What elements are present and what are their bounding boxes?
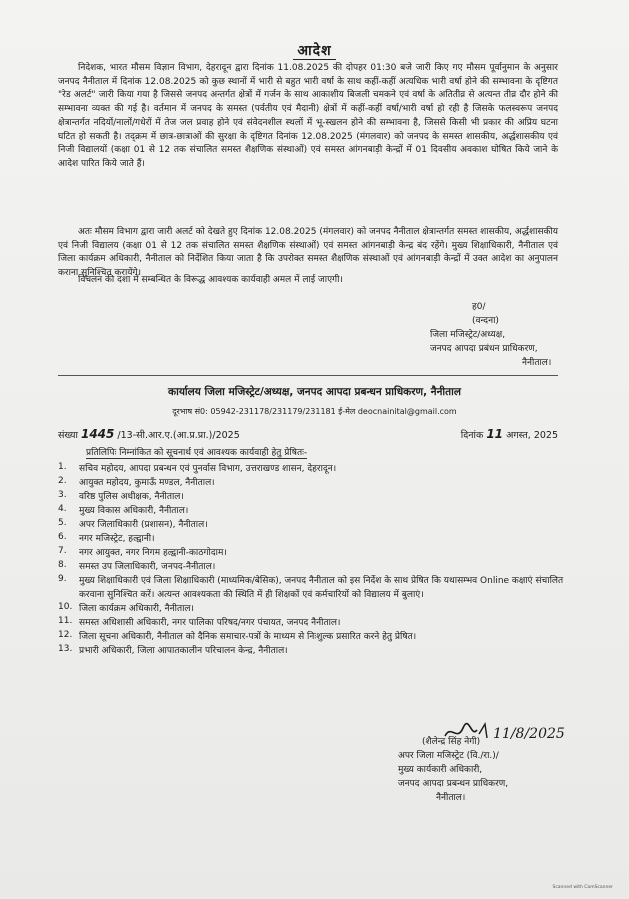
list-item [58,644,588,658]
item-number: 2. [58,476,67,486]
list-item [58,476,588,490]
item-number: 9. [58,574,67,584]
signatory-designation-1: जिला मजिस्ट्रेट/अध्यक्ष, [430,330,506,340]
item-number: 12. [58,630,73,640]
paragraph-1 [58,62,558,172]
signature-block-dm [430,300,600,370]
reference-prefix: संख्या [58,430,78,441]
handwritten-date: 11/8/2025 [493,726,565,742]
signatory-designation-3: नैनीताल। [522,358,552,368]
item-number: 3. [58,490,67,500]
item-text: मुख्य विकास अधिकारी, नैनीताल। [79,506,189,516]
signatory-2-designation-4: नैनीताल। [436,793,466,803]
date-rest: अगस्त, 2025 [506,430,558,441]
paragraph-2-text: अतः मौसम विभाग द्वारा जारी अलर्ट को देखते हुए दिनांक 12.08.2025 (मंगलवार) को जनपद नैनीताल क्षेत्रान्तर्गत समस्त शासकीय, अर्द्धशासकीय एवं निजी विद्यालय (कक्षा 01 से 12 तक संचालित समस्त शैक्षणिक संस्थाओं) एवं समस्त आंगनबाड़ी केन्द्र बंद रहेंगे। मुख्य शिक्षाधिकारी, नैनीताल एवं जिला कार्यक्रम अधिकारी, नैनीताल को निर्देशित किया जाता है कि उपरोक्त समस्त शैक्षणिक संस्थाओं एवं आंगनबाड़ी केन्द्रों में उक्त आदेश का अनुपालन कराना सुनिश्चित करायेंगे। [58,227,558,279]
recipient-list [58,462,588,658]
item-text: जिला कार्यक्रम अधिकारी, नैनीताल। [79,604,194,614]
copy-heading-text: प्रतिलिपिः निम्नांकित को सूचनार्थ एवं आवश्यक कार्यवाही हेतु प्रेषितः- [86,448,308,458]
list-item [58,602,588,616]
paragraph-3 [58,274,558,288]
item-number: 1. [58,462,67,472]
list-item [58,490,588,504]
list-item [58,616,588,630]
item-number: 7. [58,546,67,556]
item-text: सचिव महोदय, आपदा प्रबन्धन एवं पुनर्वास विभाग, उत्तराखण्ड शासन, देहरादून। [79,464,337,474]
list-item [58,560,588,574]
item-text: अपर जिलाधिकारी (प्रशासन), नैनीताल। [79,520,208,530]
list-item [58,518,588,532]
list-item [58,546,588,560]
list-item [58,504,588,518]
separator-line [58,375,558,376]
item-number: 4. [58,504,67,514]
signature-initial: ह0/ [472,302,486,312]
item-text: वरिष्ठ पुलिस अधीक्षक, नैनीताल। [79,492,184,502]
order-title-text: आदेश [293,43,335,60]
item-number: 8. [58,560,67,570]
signatory-2-designation-2: मुख्य कार्यकारी अधिकारी, [398,765,483,775]
item-text: आयुक्त महोदय, कुमाऊँ मण्डल, नैनीताल। [79,478,215,488]
item-number: 5. [58,518,67,528]
item-number: 10. [58,602,73,612]
item-text: प्रभारी अधिकारी, जिला आपातकालीन परिचालन केन्द्र, नैनीताल। [79,646,288,656]
item-text: जिला सूचना अधिकारी, नैनीताल को दैनिक समाचार-पत्रों के माध्यम से निःशुल्क प्रसारित करने हेतु प्रेषित। [79,632,417,642]
item-number: 11. [58,616,73,626]
date-prefix: दिनांक [460,430,484,441]
item-text: समस्त उप जिलाधिकारी, जनपद-नैनीताल। [79,562,216,572]
item-text: मुख्य शिक्षाधिकारी एवं जिला शिक्षाधिकारी (माध्यमिक/बेसिक), जनपद नैनीताल को इस निर्देश के साथ प्रेषित कि यथासम्भव Online कक्षाएं संचालित करवाना सुनिश्चित करें। अत्यन्त आवश्यकता की स्थिति में ही शिक्षकों एवं कर्मचारियों को विद्यालय में बुलाएं। [79,576,564,600]
item-text: समस्त अधिशासी अधिकारी, नगर पालिका परिषद/नगर पंचायत, जनपद नैनीताल। [79,618,341,628]
copy-heading [86,445,556,458]
list-item [58,630,588,644]
paragraph-2 [58,226,558,281]
signatory-designation-2: जनपद आपदा प्रबंधन प्राधिकरण, [430,344,538,354]
date-day: 11 [486,427,504,441]
office-heading: कार्यालय जिला मजिस्ट्रेट/अध्यक्ष, जनपद आपदा प्रबन्धन प्राधिकरण, नैनीताल [168,386,461,398]
scanner-watermark: Scanned with CamScanner [552,885,613,890]
reference-line [58,427,558,441]
reference-date [461,427,558,441]
signature-block-adm [398,719,598,805]
signatory-2-name: (शैलेन्द्र सिंह नेगी) [422,737,481,747]
item-text: नगर आयुक्त, नगर निगम हल्द्वानी-काठगोदाम। [79,548,227,558]
office-contact: दूरभाष सं0: 05942-231178/231179/231181 ई-मेल deocnainital@gmail.com [172,407,457,416]
list-item [58,532,588,546]
item-number: 6. [58,532,67,542]
item-text: नगर मजिस्ट्रेट, हल्द्वानी। [79,534,155,544]
paragraph-1-text: निदेशक, भारत मौसम विज्ञान विभाग, देहरादून द्वारा दिनांक 11.08.2025 की दोपहर 01:30 बजे जारी किए गए मौसम पूर्वानुमान के अनुसार जनपद नैनीताल में दिनांक 12.08.2025 को कुछ स्थानों में भारी से बहुत भारी वर्षा के साथ कहीं-कहीं अत्यधिक भारी वर्षा होने की सम्भावना के दृष्टिगत "रेड अलर्ट" जारी किया गया है जिससे जनपद अन्तर्गत क्षेत्रों में गर्जन के साथ आकाशीय बिजली चमकने एवं वर्षा के अतितीव्र से अत्यन्त तीव्र दौर होने की सम्भावना व्यक्त की गई है। वर्तमान में जनपद के समस्त (पर्वतीय एवं मैदानी) क्षेत्रों में कहीं-कहीं वर्षा/भारी वर्षा हो रही है जिसके फलस्वरूप जनपद क्षेत्रान्तर्गत नदियों/नालों/गधेरों में तेज जल प्रवाह होने एवं संवेदनशील स्थलों में भू-स्खलन होने की सम्भावना है, जिससे किसी भी प्रकार की अप्रिय घटना घटित हो सकती है। तद्क्रम में छात्र-छात्राओं की सुरक्षा के दृष्टिगत दिनांक 12.08.2025 (मंगलवार) को जनपद के समस्त शासकीय, अर्द्धशासकीय एवं निजी विद्यालयों (कक्षा 01 से 12 तक संचालित समस्त शैक्षणिक संस्थाओं) एवं समस्त आंगनबाड़ी केन्द्रों में 01 दिवसीय अवकाश घोषित किये जाने के आदेश पारित किये जाते हैं। [58,63,558,169]
list-item [58,462,588,476]
reference-suffix: /13-सी.आर.ए.(आ.प्र.प्रा.)/2025 [117,430,240,441]
paragraph-3-text: विचलन की दशा में सम्बन्धित के विरूद्ध आवश्यक कार्यवाही अमल में लाई जाएगी। [78,275,343,285]
signatory-2-designation-3: जनपद आपदा प्रबन्धन प्राधिकरण, [398,779,509,789]
item-number: 13. [58,644,73,654]
order-title [0,41,629,60]
list-item [58,574,588,602]
reference-number: 1445 [80,427,115,441]
signatory-name: (वन्दना) [472,316,499,326]
signatory-2-designation-1: अपर जिला मजिस्ट्रेट (वि./रा.)/ [398,751,499,761]
